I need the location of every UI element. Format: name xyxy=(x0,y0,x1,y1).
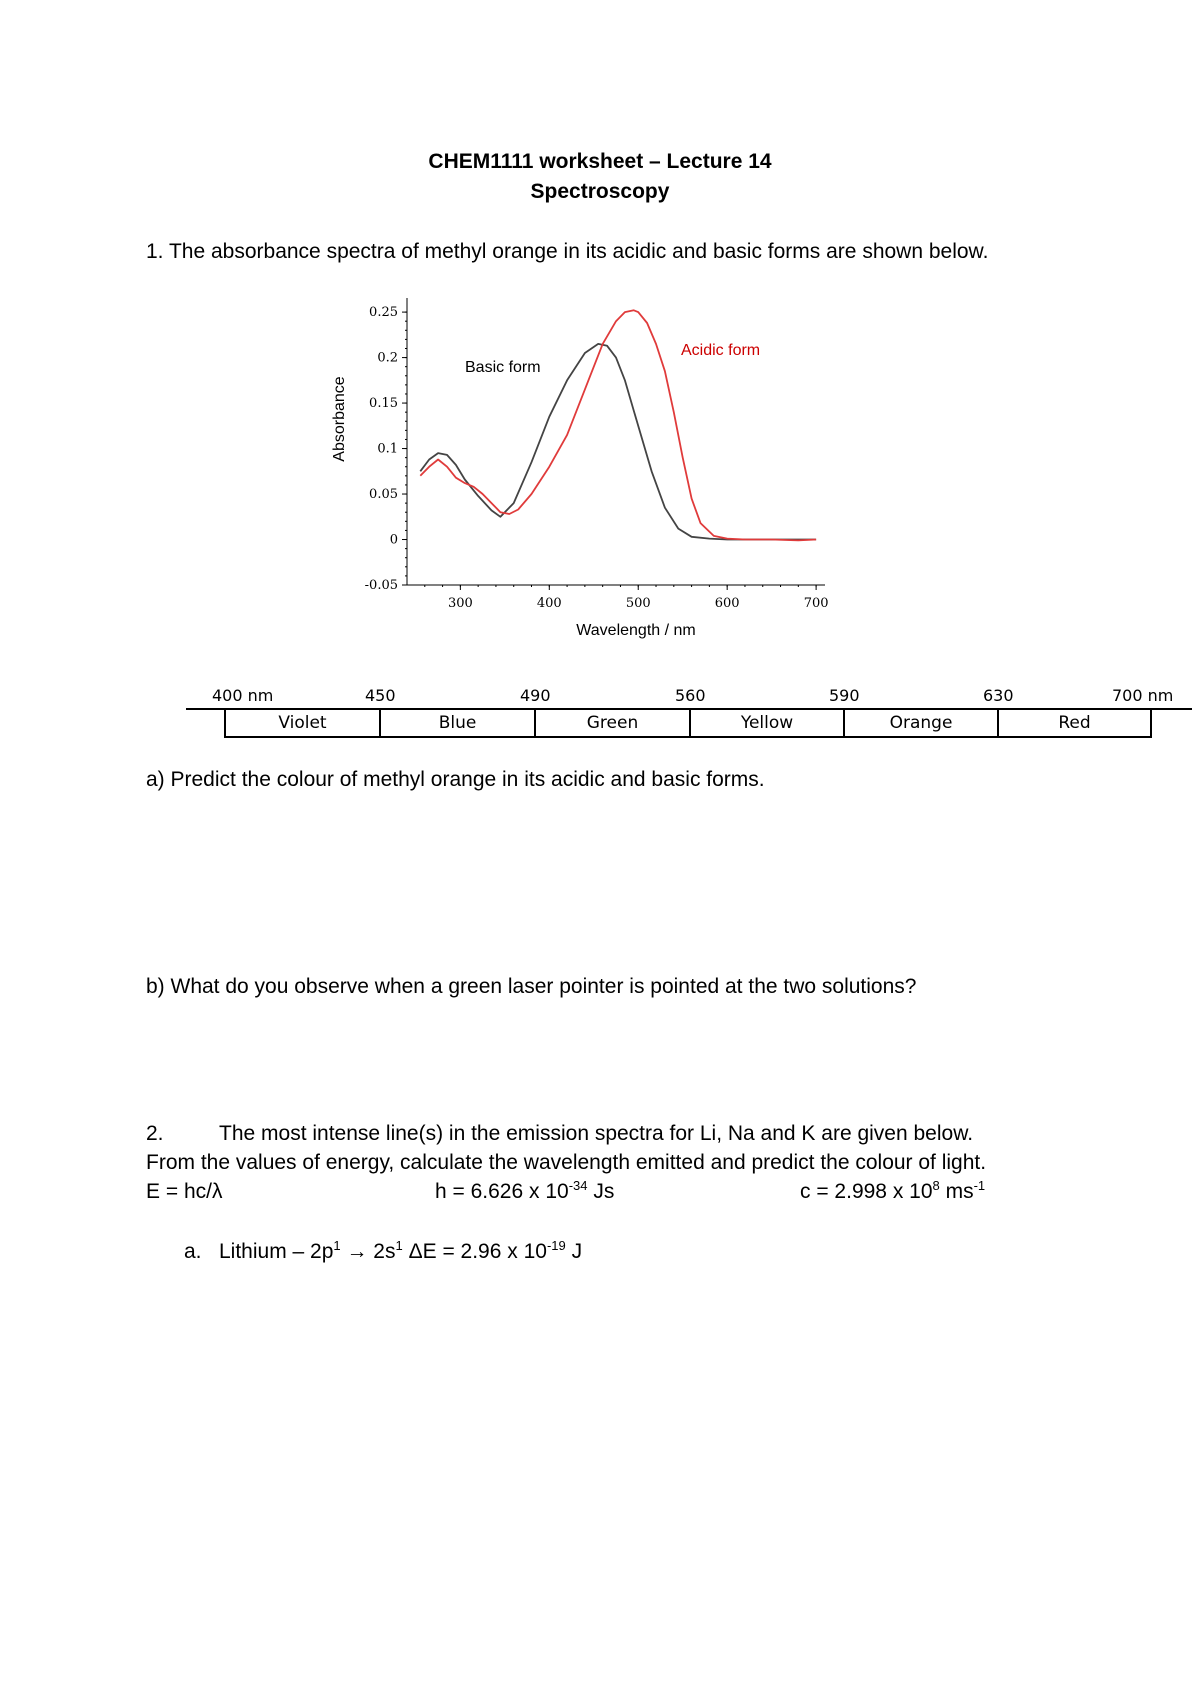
colour-table xyxy=(224,710,1152,738)
y-tick-label: 0.15 xyxy=(369,396,398,412)
wavelength-boundaries xyxy=(0,686,1200,710)
y-tick-label: 0 xyxy=(389,532,398,548)
question-2-line2: From the values of energy, calculate the wavelength emitted and predict the colour of light. xyxy=(146,1151,987,1174)
colour-cell-orange: Orange xyxy=(843,710,997,736)
y-tick-label: 0.1 xyxy=(377,441,398,457)
boundary-label: 560 xyxy=(675,686,706,705)
x-tick-label: 400 xyxy=(536,596,562,611)
colour-cell-green: Green xyxy=(534,710,689,736)
annotation-basic-form: Basic form xyxy=(465,359,541,376)
y-tick-label: 0.2 xyxy=(377,350,398,366)
question-2a-lithium: Lithium – $2p^1 \to 2s^1$ ΔE = 2.96 x $10^{-19}$ J xyxy=(219,1238,583,1263)
question-1-intro: 1. The absorbance spectra of methyl orange in its acidic and basic forms are shown below. xyxy=(146,240,989,263)
colour-cell-violet: Violet xyxy=(224,710,379,736)
y-tick-label: 0.05 xyxy=(369,487,398,503)
x-tick-label: 600 xyxy=(714,596,740,611)
question-1a: a) Predict the colour of methyl orange in its acidic and basic forms. xyxy=(146,768,765,791)
question-2a-label: a. xyxy=(184,1240,202,1263)
chart-axes xyxy=(407,298,825,585)
boundary-label: 400 nm xyxy=(212,686,274,705)
boundary-label: 490 xyxy=(520,686,551,705)
page-title: CHEM1111 worksheet – Lecture 14 xyxy=(428,150,772,173)
question-2-line1: The most intense line(s) in the emission spectra for Li, Na and K are given below. xyxy=(219,1122,974,1145)
question-1b: b) What do you observe when a green laser pointer is pointed at the two solutions? xyxy=(146,975,917,998)
equation-energy: E = hc/λ xyxy=(146,1180,223,1203)
colour-cell-yellow: Yellow xyxy=(689,710,843,736)
x-axis-label: Wavelength / nm xyxy=(576,622,696,639)
colour-cell-red: Red xyxy=(997,710,1150,736)
boundary-label: 700 nm xyxy=(1112,686,1174,705)
colour-cell-blue: Blue xyxy=(379,710,534,736)
y-axis-label: Absorbance xyxy=(331,376,348,462)
boundary-label: 450 xyxy=(365,686,396,705)
x-tick-label: 700 xyxy=(803,596,829,611)
x-tick-label: 500 xyxy=(625,596,651,611)
boundary-label: 590 xyxy=(829,686,860,705)
y-tick-label: -0.05 xyxy=(364,578,398,593)
equation-planck: h = 6.626 x $10^{-34}$ Js xyxy=(435,1178,615,1203)
absorbance-chart xyxy=(320,280,840,650)
annotation-acidic-form: Acidic form xyxy=(681,342,761,359)
x-tick-label: 300 xyxy=(447,596,473,611)
boundary-label: 630 xyxy=(983,686,1014,705)
equation-speed-of-light: c = 2.998 x $10^8$ $ms^{-1}$ xyxy=(800,1178,986,1203)
page-subtitle: Spectroscopy xyxy=(530,180,670,203)
question-2-number: 2. xyxy=(146,1122,164,1145)
y-tick-label: 0.25 xyxy=(369,305,398,321)
